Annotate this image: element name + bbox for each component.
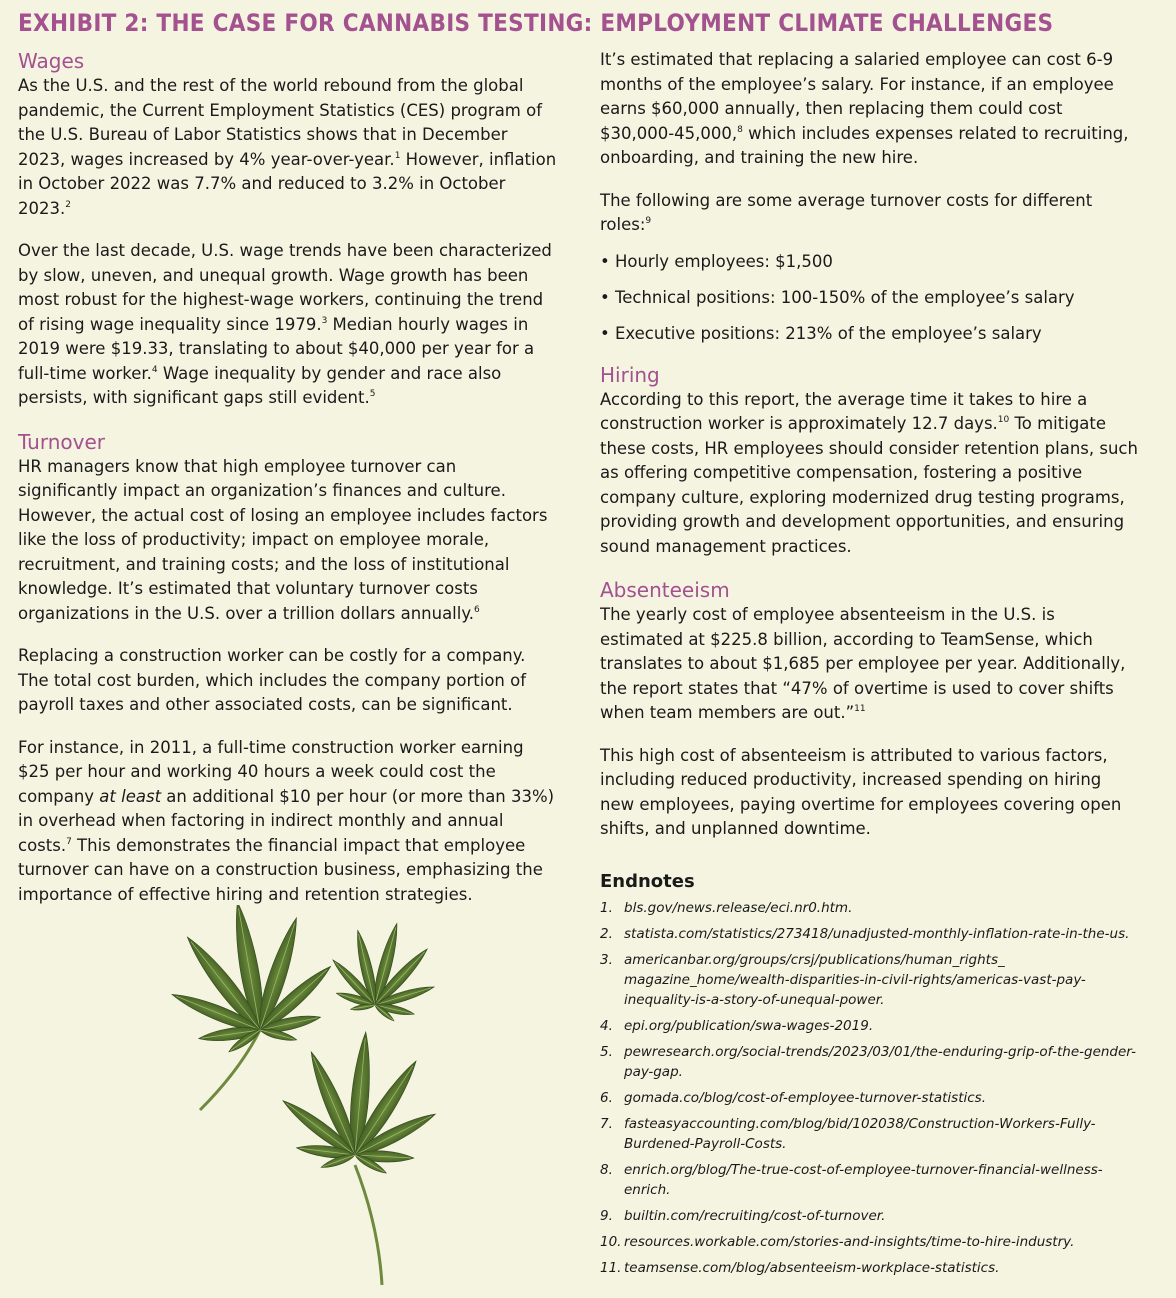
endnote-item [600, 1042, 1140, 1082]
turnover-paragraph-3 [18, 736, 558, 908]
leaf-stem [200, 1030, 260, 1110]
endnote-link[interactable]: gomada.co/blog/cost-of-employee-turnover-statistics. [624, 1089, 987, 1106]
footnote-ref-4: 4 [151, 364, 158, 375]
endnote-link[interactable]: pewresearch.org/social-trends/2023/03/01/the-enduring-grip-of-the-gender-pay-gap. [624, 1043, 1136, 1080]
endnote-item [600, 924, 1140, 944]
absenteeism-heading: Absenteeism [600, 578, 730, 602]
endnote-link[interactable]: resources.workable.com/stories-and-insights/time-to-hire-industry. [624, 1233, 1075, 1250]
turnover-p3-text-c: This demonstrates the financial impact that employee turnover can have on a construction business, emphasizing the importance of effective hiring and retention strategies. [18, 835, 543, 904]
footnote-ref-8: 8 [737, 124, 743, 135]
endnote-number: 6. [600, 1089, 613, 1106]
endnote-link[interactable]: fasteasyaccounting.com/blog/bid/102038/Construction-Workers-Fully-Burdened-Payroll-Costs. [624, 1115, 1096, 1152]
footnote-ref-10: 10 [997, 415, 1010, 425]
list-item: • Executive positions: 213% of the employee’s salary [600, 323, 1042, 343]
turnover-p5-text: The following are some average turnover costs for different roles: [600, 190, 1093, 234]
endnote-number: 11. [600, 1259, 622, 1276]
endnote-number: 7. [600, 1115, 613, 1132]
footnote-ref-2: 2 [65, 199, 71, 210]
footnote-ref-9: 9 [645, 216, 652, 226]
endnote-link[interactable]: builtin.com/recruiting/cost-of-turnover. [624, 1207, 886, 1224]
endnote-link[interactable]: teamsense.com/blog/absenteeism-workplace-statistics. [624, 1259, 1000, 1276]
exhibit-title: EXHIBIT 2: THE CASE FOR CANNABIS TESTING: EMPLOYMENT CLIMATE CHALLENGES [18, 9, 1054, 37]
cannabis-leaves-illustration [90, 905, 500, 1290]
endnote-link[interactable]: statista.com/statistics/273418/unadjusted-monthly-inflation-rate-in-the-us. [624, 925, 1130, 942]
turnover-p4-text-a: It’s estimated that replacing a salaried employee can cost 6-9 months of the employee’s salary. For instance, if an employee earns $60,000 annually, then replacing them could cost $30,000-45,000, [600, 50, 1114, 143]
footnote-ref-11: 11 [854, 704, 866, 714]
endnote-number: 9. [600, 1207, 613, 1224]
wages-heading: Wages [18, 49, 85, 73]
endnote-link[interactable]: americanbar.org/groups/crsj/publications/human_rights_ magazine_home/wealth-disparities-in-civil-rights/americas-vast-pay-inequality-is-a-story-of-unequal-power. [624, 951, 1086, 1008]
endnote-number: 5. [600, 1043, 613, 1060]
turnover-p1-text: HR managers know that high employee turnover can significantly impact an organization’s finances and culture. However, the actual cost of losing an employee includes factors like the loss of productivity; impact on employee morale, recruitment, and training costs; and the loss of institutional knowledge. It’s estimated that voluntary turnover costs organizations in the U.S. over a trillion dollars annually. [18, 456, 548, 623]
turnover-paragraph-4 [600, 48, 1140, 171]
endnote-item [600, 1232, 1140, 1252]
turnover-p4-text-b: which includes expenses related to recruiting, onboarding, and training the new hire. [600, 123, 1129, 167]
endnote-item [600, 1088, 1140, 1108]
endnote-item [600, 1206, 1140, 1226]
list-item: • Hourly employees: $1,500 [600, 251, 833, 271]
wages-p2-text-b: Median hourly wages in 2019 were $19.33, translating to about $40,000 per year for a full-time worker. [18, 314, 535, 383]
footnote-ref-6: 6 [474, 604, 480, 615]
endnote-number: 3. [600, 951, 613, 968]
endnote-number: 8. [600, 1161, 613, 1178]
footnote-ref-5: 5 [369, 389, 376, 399]
absenteeism-paragraph-1 [600, 603, 1140, 726]
wages-p1-text-b: However, inflation in October 2022 was 7.7% and reduced to 3.2% in October 2023. [18, 149, 557, 218]
turnover-p3-text-a: For instance, in 2011, a full-time construction worker earning $25 per hour and working 40 hours a week could cost the company [18, 737, 524, 806]
endnote-item [600, 898, 1140, 918]
endnote-number: 2. [600, 925, 613, 942]
hiring-heading: Hiring [600, 362, 660, 387]
turnover-paragraph-2: Replacing a construction worker can be costly for a company. The total cost burden, which includes the company portion of payroll taxes and other associated costs, can be significant. [18, 646, 527, 714]
footnote-ref-1: 1 [394, 150, 401, 161]
list-item: • Technical positions: 100-150% of the employee’s salary [600, 287, 1075, 307]
wages-p2-text-c: Wage inequality by gender and race also persists, with significant gaps still evident. [18, 363, 502, 407]
endnote-item [600, 1114, 1140, 1154]
turnover-paragraph-1 [18, 455, 558, 627]
footnote-ref-7: 7 [66, 836, 72, 847]
endnote-number: 1. [600, 899, 613, 916]
turnover-p3-text-b: an additional $10 per hour (or more than 33%) in overhead when factoring in indirect monthly and annual costs. [18, 786, 555, 855]
endnote-number: 10. [600, 1233, 622, 1250]
endnote-item [600, 1258, 1140, 1278]
endnote-item [600, 1160, 1140, 1200]
wages-paragraph-1 [18, 74, 558, 221]
turnover-heading: Turnover [18, 429, 106, 454]
endnote-link[interactable]: epi.org/publication/swa-wages-2019. [624, 1017, 874, 1034]
endnote-link[interactable]: enrich.org/blog/The-true-cost-of-employee-turnover-financial-wellness-enrich. [624, 1161, 1103, 1198]
leaf-stem [355, 1165, 382, 1285]
endnote-item [600, 1016, 1140, 1036]
absenteeism-p1-text: The yearly cost of employee absenteeism in the U.S. is estimated at $225.8 billion, according to TeamSense, which translates to about $1,685 per employee per year. Additionally, the report states that “47% of overtime is used to cover shifts when team members are out.” [600, 605, 1126, 722]
hiring-p1-text-b: To mitigate these costs, HR employees should consider retention plans, such as offering competitive compensation, fostering a positive company culture, exploring modernized drug testing programs, providing growth and development opportunities, and ensuring sound management practices. [600, 414, 1138, 556]
wages-p2-text-a: Over the last decade, U.S. wage trends have been characterized by slow, uneven, and unequal growth. Wage growth has been most robust for the highest-wage workers, continuing the trend of rising wage inequality since 1979. [18, 241, 552, 334]
hiring-paragraph-1 [600, 388, 1140, 560]
endnotes-list [600, 898, 1140, 1278]
hiring-p1-text-a: According to this report, the average time it takes to hire a construction worker is approximately 12.7 days. [600, 389, 1088, 433]
endnote-item [600, 950, 1140, 1010]
wages-p1-text-a: As the U.S. and the rest of the world rebound from the global pandemic, the Current Employment Statistics (CES) program of the U.S. Bureau of Labor Statistics shows that in December 2023, wages increased by 4% year-over-year. [18, 76, 543, 169]
endnote-link[interactable]: bls.gov/news.release/eci.nr0.htm. [624, 899, 853, 916]
turnover-p3-emphasis: at least [99, 786, 162, 806]
footnote-ref-3: 3 [321, 315, 328, 326]
wages-paragraph-2 [18, 239, 558, 411]
endnote-number: 4. [600, 1017, 613, 1034]
turnover-paragraph-5 [600, 189, 1140, 238]
turnover-cost-list [600, 250, 1140, 346]
leaf-group [169, 905, 438, 1285]
absenteeism-paragraph-2: This high cost of absenteeism is attributed to various factors, including reduced productivity, increased spending on hiring new employees, paying overtime for employees covering open shifts, and unplanned downtime. [600, 745, 1122, 838]
endnotes-heading: Endnotes [600, 870, 695, 892]
left-column [18, 48, 558, 907]
right-column [600, 48, 1140, 1284]
